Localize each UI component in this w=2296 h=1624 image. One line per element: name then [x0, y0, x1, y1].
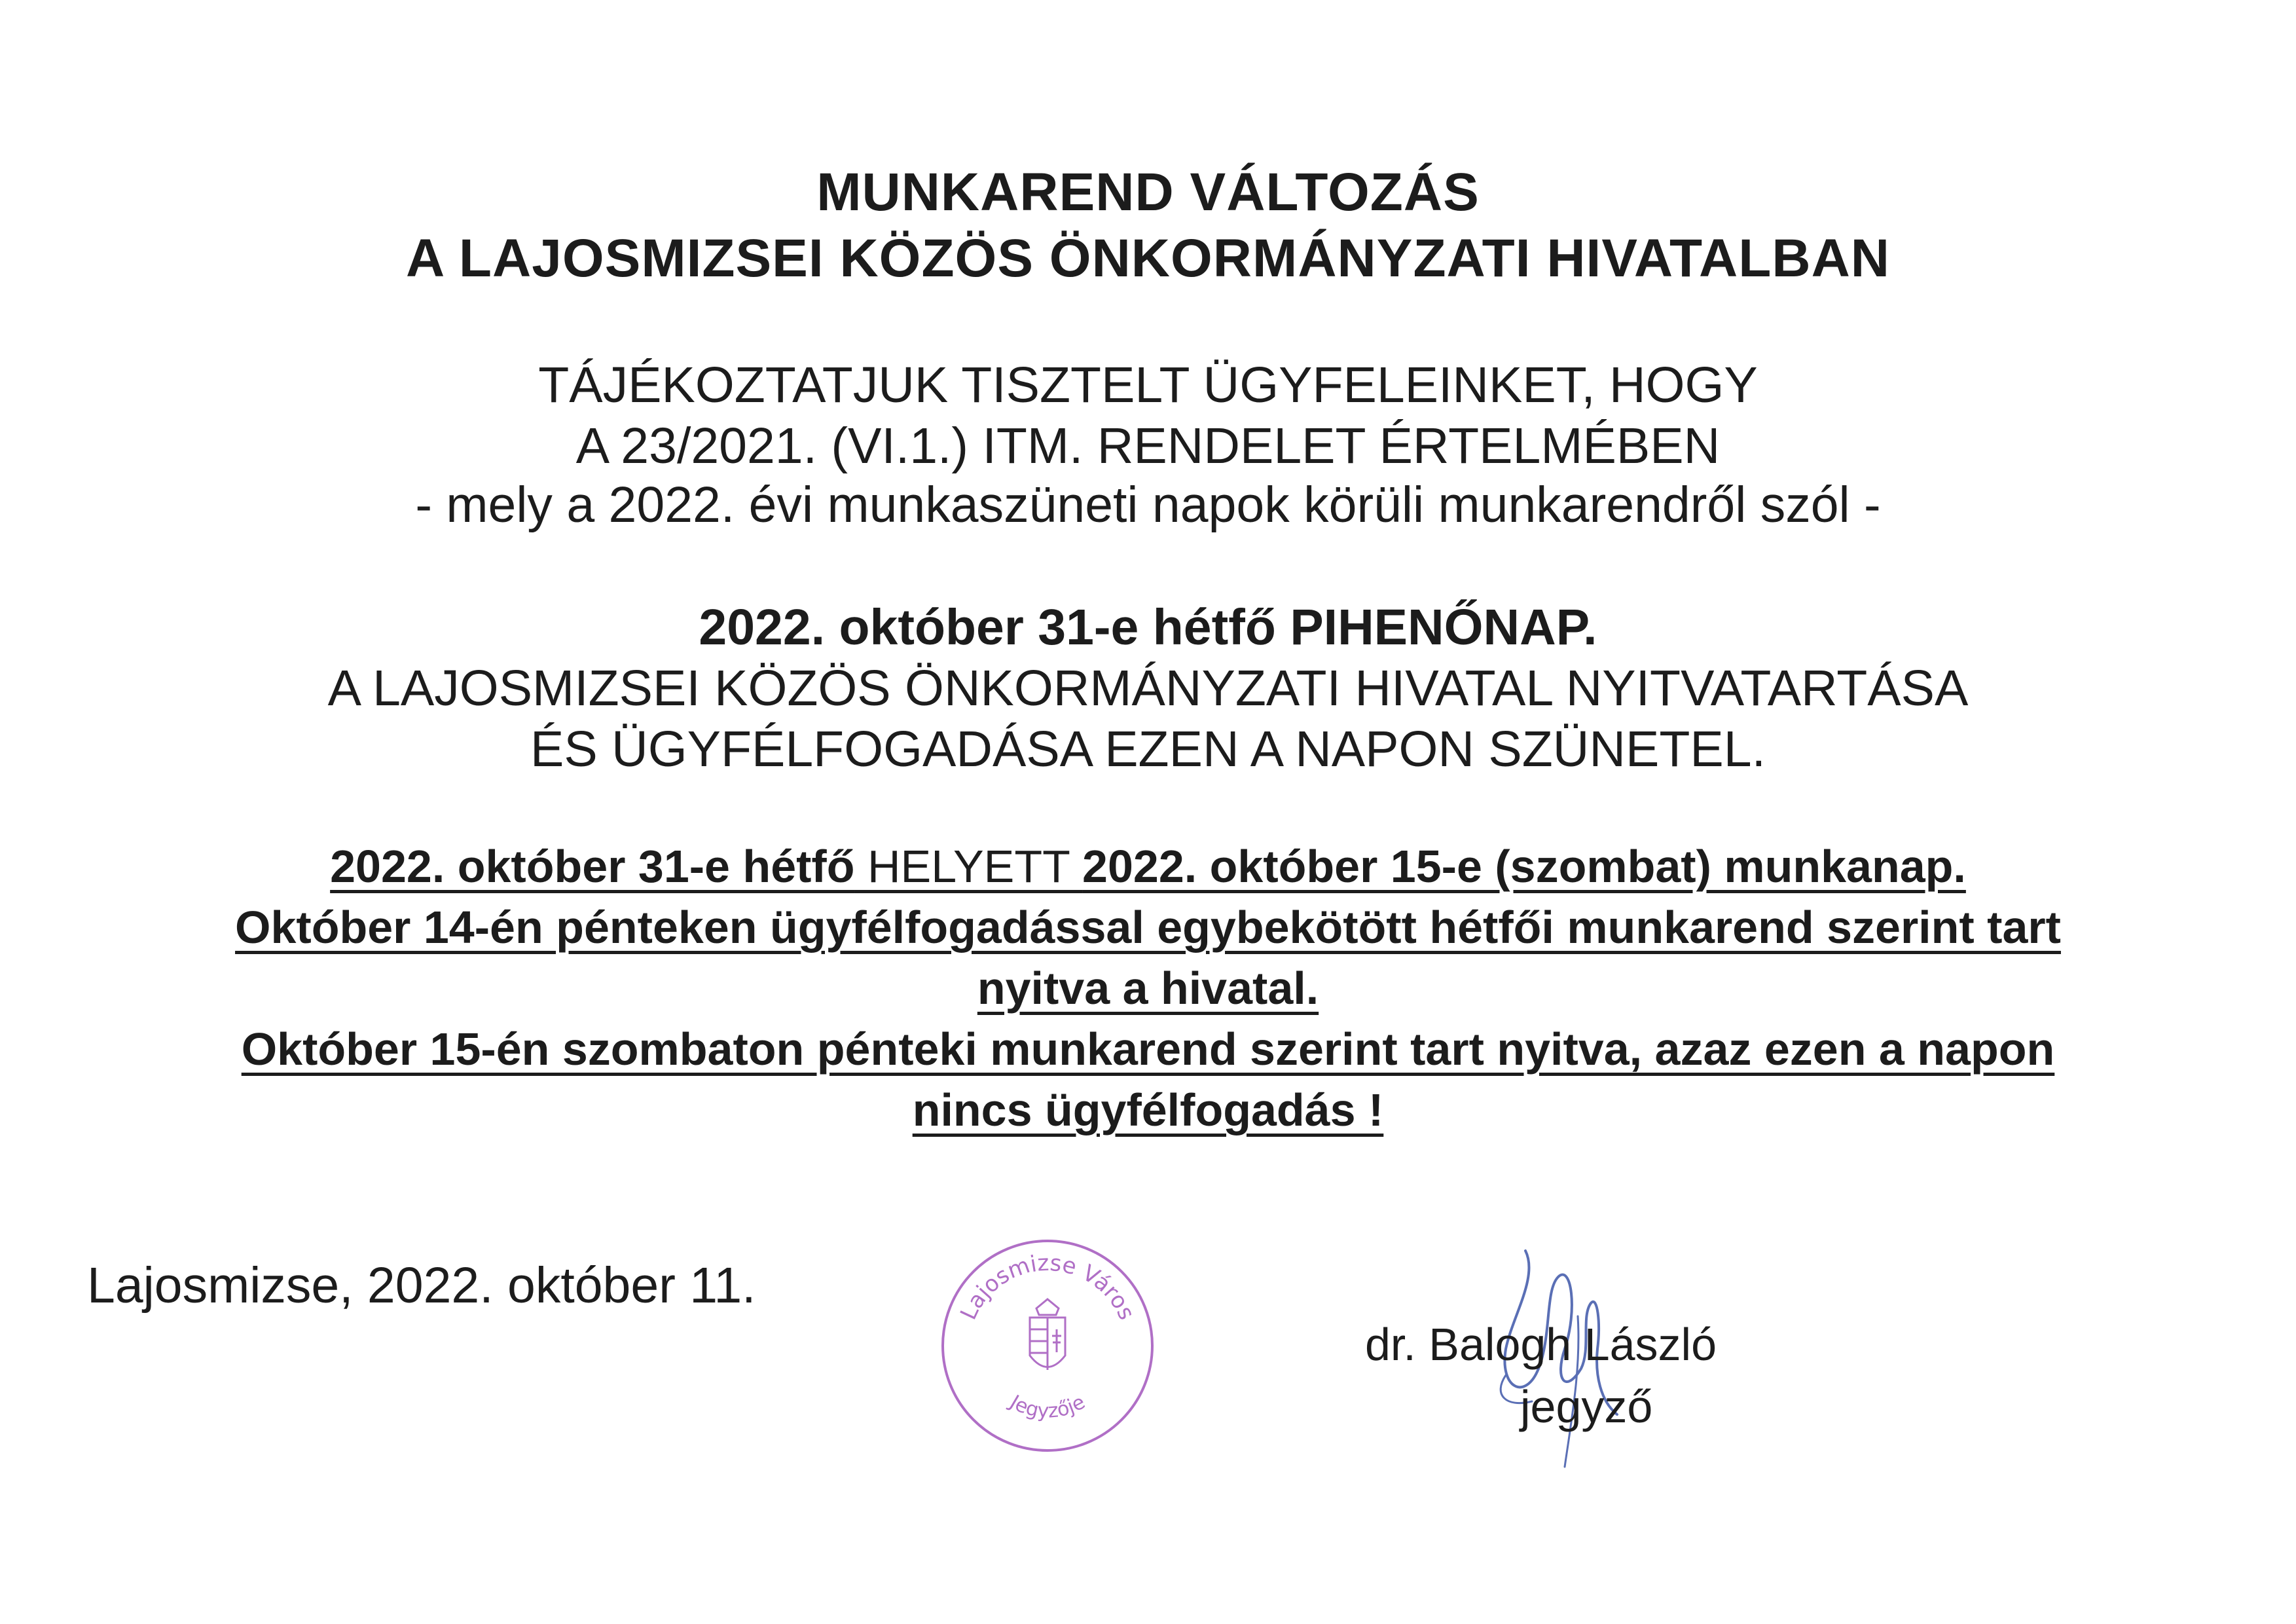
- notice-line3: nyitva a hivatal.: [977, 963, 1319, 1014]
- official-stamp: [933, 1231, 1162, 1460]
- notice-swap-workday: 2022. október 15-e (szombat) munkanap.: [1082, 841, 1966, 892]
- restday-line3: ÉS ÜGYFÉLFOGADÁSA EZEN A NAPON SZÜNETEL.: [530, 721, 1766, 777]
- restday-heading: 2022. október 31-e hétfő PIHENŐNAP.: [699, 599, 1597, 655]
- intro-line1: TÁJÉKOZTATJUK TISZTELT ÜGYFELEINKET, HOGY: [538, 357, 1758, 413]
- notice-line2: Október 14-én pénteken ügyfélfogadással egybekötött hétfői munkarend szerint tart: [235, 902, 2061, 953]
- notice-swap-date: 2022. október 31-e hétfő: [330, 841, 855, 892]
- place-date: Lajosmizse, 2022. október 11.: [87, 1257, 756, 1314]
- page-title-line2: A LAJOSMIZSEI KÖZÖS ÖNKORMÁNYZATI HIVATALBAN: [405, 229, 1891, 288]
- coat-of-arms-icon: [1030, 1299, 1065, 1370]
- notice-swap-line: [0, 841, 2296, 892]
- stamp-top-text: Lajosmizse Város: [955, 1249, 1140, 1324]
- notice-swap-word: HELYETT: [854, 841, 1083, 892]
- page-title-line1: MUNKAREND VÁLTOZÁS: [816, 162, 1480, 222]
- stamp-bottom-text: Jegyzője: [1006, 1390, 1089, 1423]
- signer-name: dr. Balogh László: [1365, 1319, 1717, 1370]
- signer-title: jegyző: [1520, 1381, 1653, 1432]
- restday-line2: A LAJOSMIZSEI KÖZÖS ÖNKORMÁNYZATI HIVATAL NYITVATARTÁSA: [327, 660, 1969, 716]
- notice-line5: nincs ügyfélfogadás !: [912, 1084, 1384, 1135]
- notice-line4: Október 15-én szombaton pénteki munkarend szerint tart nyitva, azaz ezen a napon: [241, 1024, 2055, 1075]
- intro-line2: A 23/2021. (VI.1.) ITM. RENDELET ÉRTELMÉBEN: [575, 418, 1721, 474]
- intro-line3: - mely a 2022. évi munkaszüneti napok körüli munkarendről szól -: [415, 477, 1881, 533]
